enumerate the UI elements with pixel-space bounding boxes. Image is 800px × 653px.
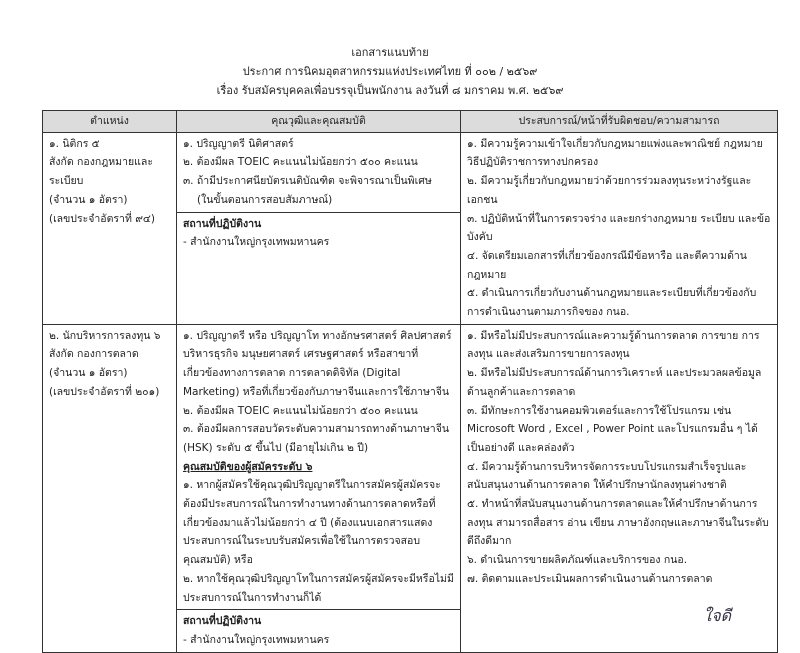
duty-item: ๔. มีความรู้ด้านการบริหารจัดการระบบโปรแกรมสำเร็จรูปและสนับสนุนงานด้านการตลาด ให้คำปรึกษานักลงทุนต่างชาติ <box>467 460 747 492</box>
duty-item: ๓. ปฏิบัติหน้าที่ในการตรวจร่าง และยกร่างกฎหมาย ระเบียบ และข้อบังคับ <box>467 212 771 244</box>
position-count: (จำนวน ๑ อัตรา) <box>49 367 128 380</box>
table-row <box>43 132 778 324</box>
workplace-value: - สำนักงานใหญ่กรุงเทพมหานคร <box>183 633 330 646</box>
level-requirements-label: คุณสมบัติของผู้สมัครระดับ ๖ <box>183 460 313 473</box>
duty-item: ๒. มีความรู้เกี่ยวกับกฎหมายว่าด้วยการร่วมลงทุนระหว่างรัฐและเอกชน <box>467 175 752 206</box>
position-title: ๑. นิติกร ๕ <box>49 137 100 150</box>
level-requirement-item: ๒. หากใช้คุณวุฒิปริญญาโทในการสมัครผู้สมัครจะมีหรือไม่มีประสบการณ์ในการทำงานก็ได้ <box>183 572 454 604</box>
subject-line: เรื่อง รับสมัครบุคคลเพื่อบรรจุเป็นพนักงาน ลงวันที่ ๘ มกราคม พ.ศ. ๒๕๖๙ <box>216 84 564 97</box>
duty-item: ๓. มีทักษะการใช้งานคอมพิวเตอร์และการใช้โปรแกรม เช่น Microsoft Word , Excel , Power Point และโปรแกรมอื่น ๆ ได้เป็นอย่างดี และคล่องตัว <box>467 404 758 454</box>
position-department: สังกัด กองกฎหมายและระเบียบ <box>49 156 153 188</box>
duty-item: ๕. ทำหน้าที่สนับสนุนงานด้านการตลาดและให้คำปรึกษาด้านการลงทุน สามารถสื่อสาร อ่าน เขียน ภาษาอังกฤษและภาษาจีนในระดับดีถึงดีมาก <box>467 498 769 548</box>
signature: ใจดี <box>703 605 731 625</box>
workplace-value: - สำนักงานใหญ่กรุงเทพมหานคร <box>183 236 330 249</box>
duty-item: ๑. มีหรือไม่มีประสบการณ์และความรู้ด้านการตลาด การขาย การลงทุน และส่งเสริมการขายการลงทุน <box>467 329 760 361</box>
qualification-item: ๓. ต้องมีผลการสอบวัดระดับความสามารถทางด้านภาษาจีน (HSK) ระดับ ๕ ขึ้นไป (มีอายุไม่เกิน ๒ ปี) <box>183 423 450 454</box>
qualification-item: ๒. ต้องมีผล TOEIC คะแนนไม่น้อยกว่า ๕๐๐ คะแนน <box>183 156 418 169</box>
position-department: สังกัด กองการตลาด <box>49 348 139 361</box>
column-header-qualifications: คุณวุฒิและคุณสมบัติ <box>177 111 461 133</box>
qualification-item: (ในขั้นตอนการสอบสัมภาษณ์) <box>197 193 333 206</box>
position-cell <box>43 132 177 324</box>
table-row <box>43 324 778 652</box>
qualifications-cell <box>177 324 461 652</box>
qualifications-cell <box>177 132 461 324</box>
duties-cell <box>461 324 778 652</box>
position-number: (เลขประจำอัตราที่ ๒๐๑) <box>49 385 160 398</box>
document-header <box>0 0 780 100</box>
position-number: (เลขประจำอัตราที่ ๙๔) <box>49 212 155 225</box>
duty-item: ๔. จัดเตรียมเอกสารที่เกี่ยวข้องกรณีมีข้อหารือ และตีความด้านกฎหมาย <box>467 249 747 281</box>
duty-item: ๖. ดำเนินการขายผลิตภัณฑ์และบริการของ กนอ. <box>467 554 688 567</box>
qualification-item: ๑. ปริญญาตรี หรือ ปริญญาโท ทางอักษรศาสตร์ ศิลปศาสตร์ บริหารธุรกิจ มนุษยศาสตร์ เศรษฐศาสตร์ หรือสาขาที่เกี่ยวข้องทางการตลาด การตลาดดิจิทัล (Digital Marketing) หรือที่เกี่ยวข้องกับภาษาจีนและการใช้ภาษาจีน <box>183 329 452 398</box>
positions-table <box>42 110 778 653</box>
duty-item: ๒. มีหรือไม่มีประสบการณ์ด้านการวิเคราะห์ และประมวลผลข้อมูลด้านลูกค้าและการตลาด <box>467 367 762 398</box>
announcement-line: ประกาศ การนิคมอุตสาหกรรมแห่งประเทศไทย ที่ ๐๐๒ / ๒๕๖๙ <box>242 65 538 78</box>
qualification-item: ๑. ปริญญาตรี นิติศาสตร์ <box>183 137 294 150</box>
qualification-item: ๒. ต้องมีผล TOEIC คะแนนไม่น้อยกว่า ๕๐๐ คะแนน <box>183 404 418 417</box>
position-cell <box>43 324 177 652</box>
column-header-position: ตำแหน่ง <box>43 111 177 133</box>
column-header-duties: ประสบการณ์/หน้าที่รับผิดชอบ/ความสามารถ <box>461 111 778 133</box>
document-title: เอกสารแนบท้าย <box>351 46 429 59</box>
position-count: (จำนวน ๑ อัตรา) <box>49 193 128 206</box>
level-requirement-item: ๑. หากผู้สมัครใช้คุณวุฒิปริญญาตรีในการสมัครผู้สมัครจะต้องมีประสบการณ์ในการทำงานทางด้านการตลาดหรือที่เกี่ยวข้องมาแล้วไม่น้อยกว่า ๔ ปี (ต้องแนบเอกสารแสดงประสบการณ์ในระบบรับสมัครเพื่อใช้ในการตรวจสอบคุณสมบัติ) หรือ <box>183 479 441 567</box>
qualification-item: ๓. ถ้ามีประกาศนียบัตรเนติบัณฑิต จะพิจารณาเป็นพิเศษ <box>183 175 432 188</box>
workplace-label: สถานที่ปฏิบัติงาน <box>183 615 262 628</box>
duty-item: ๗. ติดตามและประเมินผลการดำเนินงานด้านการตลาด <box>467 572 713 585</box>
duty-item: ๕. ดำเนินการเกี่ยวกับงานด้านกฎหมายและระเบียบที่เกี่ยวข้องกับการดำเนินงานตามภารกิจของ กนอ. <box>467 287 757 319</box>
workplace-label: สถานที่ปฏิบัติงาน <box>183 217 262 230</box>
table-header-row <box>43 111 778 133</box>
duties-cell <box>461 132 778 324</box>
position-title: ๒. นักบริหารการลงทุน ๖ <box>49 329 161 342</box>
duty-item: ๑. มีความรู้ความเข้าใจเกี่ยวกับกฎหมายแพ่งและพาณิชย์ กฎหมายวิธีปฏิบัติราชการทางปกครอง <box>467 137 763 169</box>
